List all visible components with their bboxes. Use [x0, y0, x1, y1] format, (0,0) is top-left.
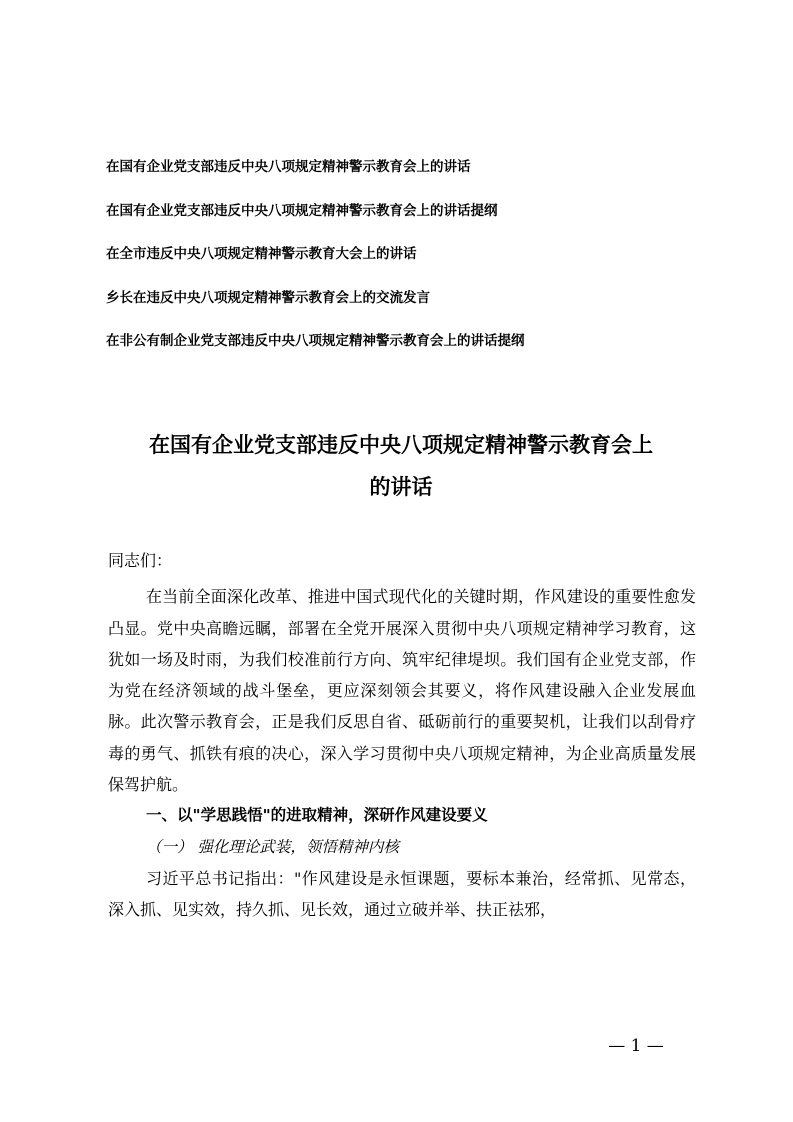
related-article-link[interactable]: 在国有企业党支部违反中央八项规定精神警示教育会上的讲话	[106, 159, 471, 175]
document-title	[106, 424, 696, 508]
subsection-heading: （一） 强化理论武装，领悟精神内核	[146, 837, 399, 856]
section-heading: 一、以"学思践悟"的进取精神，深研作风建设要义	[146, 806, 488, 825]
document-title-line-1: 在国有企业党支部违反中央八项规定精神警示教育会上	[149, 433, 653, 457]
related-articles-list	[106, 158, 726, 376]
document-title-line-2: 的讲话	[369, 475, 433, 499]
quote-paragraph: 习近平总书记指出："作风建设是永恒课题，要标本兼治，经常抓、见常态，深入抓、见实效，持久抓、见长效，通过立破并举、扶正祛邪，	[108, 868, 696, 920]
related-article-link[interactable]: 在非公有制企业党支部违反中央八项规定精神警示教育会上的讲话提纲	[106, 333, 525, 349]
related-article-link[interactable]: 在全市违反中央八项规定精神警示教育大会上的讲话	[106, 246, 417, 262]
related-article-link[interactable]: 在国有企业党支部违反中央八项规定精神警示教育会上的讲话提纲	[106, 202, 498, 219]
document-body	[108, 545, 696, 926]
greeting: 同志们：	[108, 551, 173, 570]
intro-paragraph: 在当前全面深化改革、推进中国式现代化的关键时期，作风建设的重要性愈发凸显。党中央高瞻远瞩，部署在全党开展深入贯彻中央八项规定精神学习教育，这犹如一场及时雨，为我们校准前行方向、筑牢纪律堤坝。我们国有企业党支部，作为党在经济领域的战斗堡垒，更应深刻领会其要义，将作风建设融入企业发展血脉。此次警示教育会，正是我们反思自省、砥砺前行的重要契机，让我们以刮骨疗毒的勇气、抓铁有痕的决心，深入学习贯彻中央八项规定精神，为企业高质量发展保驾护航。	[108, 587, 696, 795]
page-number: — 1 —	[608, 1036, 664, 1056]
related-article-link[interactable]: 乡长在违反中央八项规定精神警示教育会上的交流发言	[106, 289, 430, 306]
